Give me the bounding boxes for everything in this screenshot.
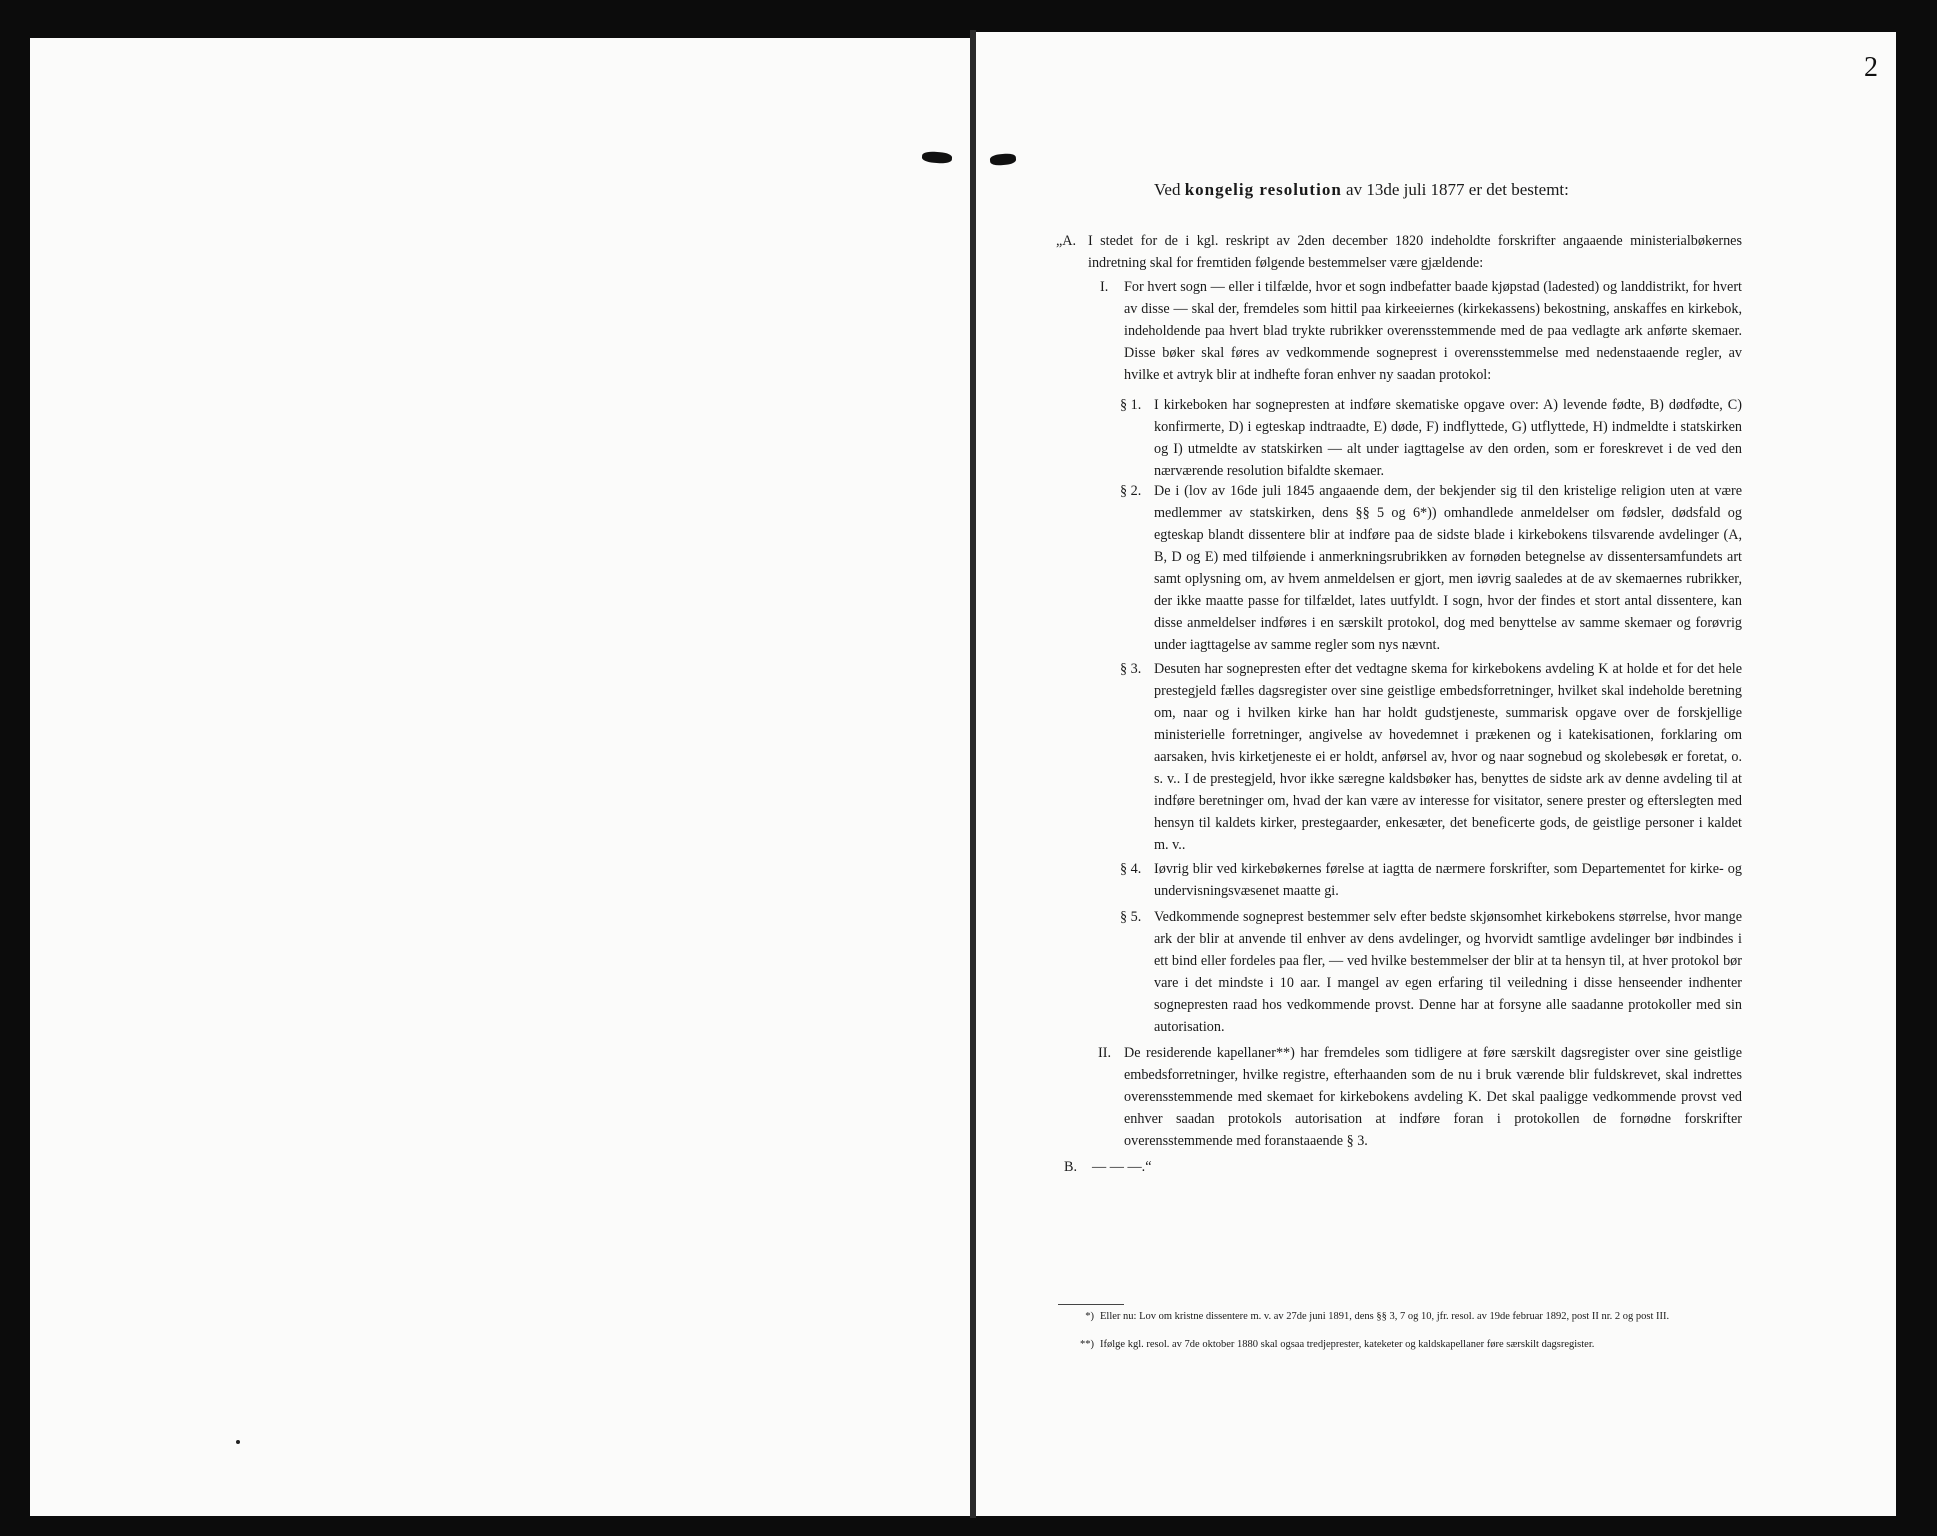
paragraph-4-marker: § 4. <box>1120 861 1142 877</box>
footnote-1-mark: *) <box>1085 1311 1094 1322</box>
footnote-rule <box>1058 1304 1124 1305</box>
stray-mark <box>236 1440 240 1444</box>
section-a-text: I stedet for de i kgl. reskript av 2den december 1820 indeholdte forskrifter angaaende ministerialbøkernes indretning skal for fremtiden følgende bestemmelser være gjældende: <box>1088 233 1742 271</box>
footnote-1-text: Eller nu: Lov om kristne dissentere m. v. av 27de juni 1891, dens §§ 3, 7 og 10, jfr. resol. av 19de februar 1892, post II nr. 2 og post III. <box>1100 1311 1670 1322</box>
page-title: Ved kongelig resolution av 13de juli 1877 er det bestemt: <box>1154 180 1569 199</box>
section-b-text: — — —.“ <box>1092 1159 1152 1175</box>
left-page-blank <box>30 38 972 1516</box>
section-ii-marker: II. <box>1098 1045 1111 1061</box>
paragraph-4-text: Iøvrig blir ved kirkebøkernes førelse at iagtta de nærmere forskrifter, som Departementet for kirke- og undervisningsvæsenet maatte gi. <box>1154 861 1742 899</box>
paragraph-1-text: I kirkeboken har sognepresten at indføre skematiske opgave over: A) levende fødte, B) dødfødte, C) konfirmerte, D) i egteskap indtraadte, E) døde, F) indflyttede, G) utflyttede, H) indmeldte i statskirken og I) utmeldte av statskirken — alt under iagttagelse av den orden, som er foreskrevet i de ved den nærværende resolution bifaldte skemaer. <box>1154 397 1742 479</box>
paragraph-1-marker: § 1. <box>1120 397 1142 413</box>
section-ii-text: De residerende kapellaner**) har fremdeles som tidligere at føre særskilt dagsregister over sine geistlige embedsforretninger, hvilke registre, efterhaanden som de nu i bruk værende blir fuldskrevet, skal indrettes overensstemmende med skemaet for kirkebokens avdeling K. Det skal paaligge vedkommende provst ved enhver saadan protokols autorisation at indføre foran i protokollen de fornødne forskrifter overensstemmende med foranstaaende § 3. <box>1124 1045 1742 1149</box>
footnote-2-mark: **) <box>1080 1339 1094 1350</box>
paragraph-3-marker: § 3. <box>1120 661 1142 677</box>
section-i-text: For hvert sogn — eller i tilfælde, hvor et sogn indbefatter baade kjøpstad (ladested) og landdistrikt, for hvert av disse — skal der, fremdeles som hittil paa kirkeeiernes (kirkekassens) bekostning, anskaffes en kirkebok, indeholdende paa hvert blad trykte rubrikker overensstemmende med de paa vedlagte ark anførte skemaer. Disse bøker skal føres av vedkommende sogneprest i overensstemmelse med nedenstaaende regler, av hvilke et avtryk blir at indhefte foran enhver ny saadan protokol: <box>1124 279 1742 383</box>
paragraph-5-text: Vedkommende sogneprest bestemmer selv efter bedste skjønsomhet kirkebokens størrelse, hvor mange ark der blir at anvende til enhver av dens avdelinger, og hvorvidt samtlige avdelinger bør indbindes i ett bind eller fordeles paa fler, — ved hvilke bestemmelser der blir at ta hensyn til, at hver protokol bør vare i det mindste i 10 aar. I mangel av egen erfaring til veiledning i disse henseender indhenter sognepresten raad hos vedkommende provst. Denne har at forsyne alle saadanne protokoller med sin autorisation. <box>1154 909 1742 1035</box>
section-a-marker: „A. <box>1056 233 1077 249</box>
footnote-2-text: Ifølge kgl. resol. av 7de oktober 1880 skal ogsaa tredjeprester, kateketer og kaldskapellaner føre særskilt dagsregister. <box>1100 1339 1595 1350</box>
paragraph-2-marker: § 2. <box>1120 483 1142 499</box>
paragraph-5-marker: § 5. <box>1120 909 1142 925</box>
book-spine <box>970 30 976 1518</box>
section-i-marker: I. <box>1100 279 1109 295</box>
paragraph-2-text: De i (lov av 16de juli 1845 angaaende dem, der bekjender sig til den kristelige religion uten at være medlemmer av statskirken, dens §§ 5 og 6*)) omhandlede anmeldelser om fødsler, dødsfald og egteskap blandt dissentere blir at indføre paa de sidste blade i kirkebokens tilsvarende avdelinger (A, B, D og E) med tilføiende i anmerkningsrubrikken av fornøden betegnelse av dissentersamfundets art samt oplysning om, av hvem anmeldelsen er gjort, men iøvrig saaledes at de av skemaernes rubrikker, der ikke maatte passe for tilfældet, lates uutfyldt. I sogn, hvor der findes et stort antal dissentere, kan disse anmeldelser indføres i en særskilt protokol, dog med benyttelse av samme skemaer og forøvrig under iagttagelse av samme regler som nys nævnt. <box>1154 483 1742 653</box>
section-b-marker: B. <box>1064 1159 1078 1175</box>
paragraph-3-text: Desuten har sognepresten efter det vedtagne skema for kirkebokens avdeling K at holde et for det hele prestegjeld fælles dagsregister over sine geistlige embedsforretninger, hvilket skal indeholde beretning om, naar og i hvilken kirke han har holdt gudstjeneste, summarisk opgave over de forskjellige ministerielle forretninger, angivelse av hovedemnet i prækenen og i katekisationen, forklaring om aarsaken, hvis kirketjeneste ei er holdt, anførsel av, hvor og naar sognebud og skolebesøk er foretat, o. s. v.. I de prestegjeld, hvor ikke særegne kaldsbøker has, benyttes de sidste ark av denne avdeling til at indføre beretninger om, hvad der kan være av interesse for visitator, senere prester og efterslegten med hensyn til kaldets kirker, prestegaarder, enkesæter, det beneficerte gods, de geistlige personer i kaldet m. v.. <box>1154 661 1742 853</box>
page-number: 2 <box>1864 52 1878 83</box>
